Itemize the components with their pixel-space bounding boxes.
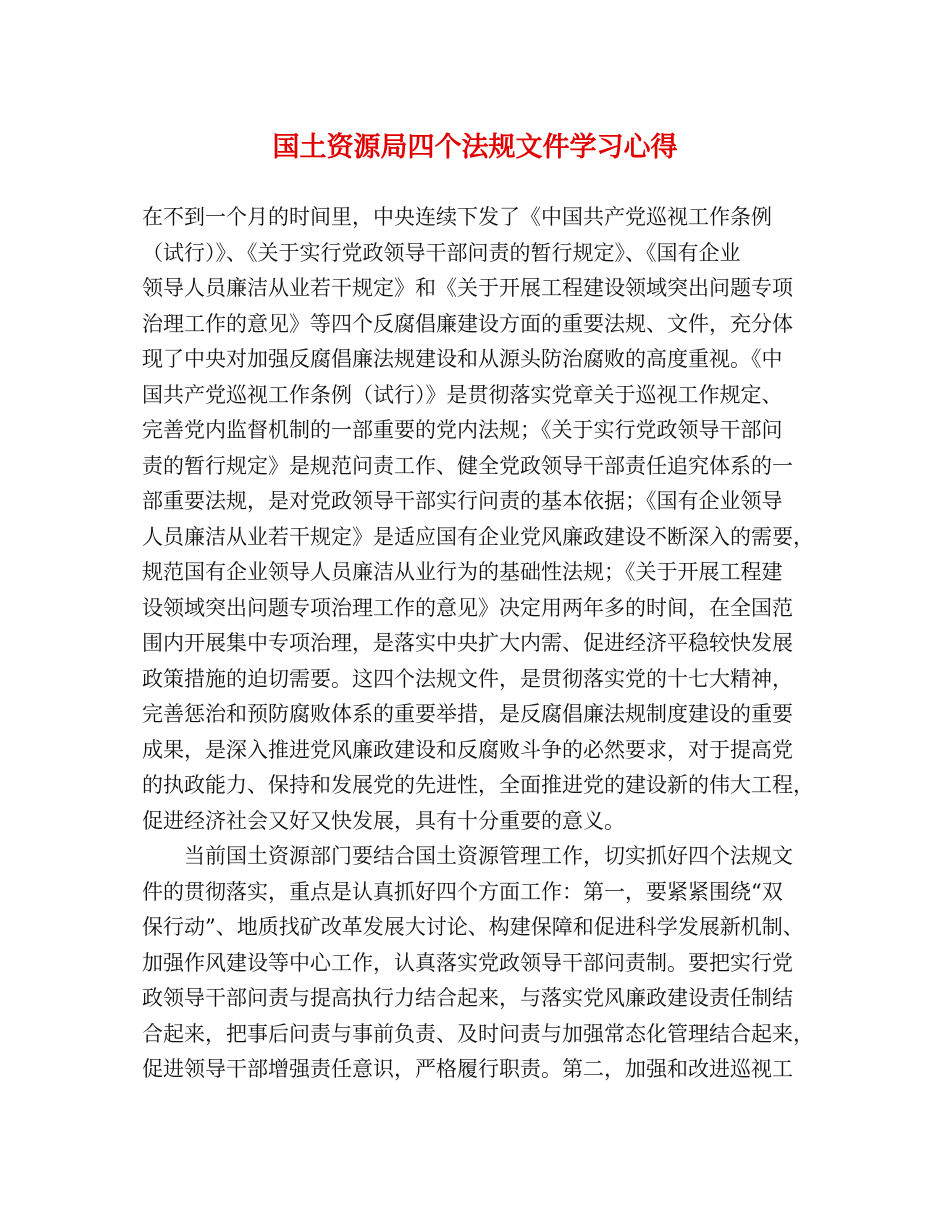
text-line: 治理工作的意见》等四个反腐倡廉建设方面的重要法规、文件，充分体: [142, 311, 793, 336]
text-line: 现了中央对加强反腐倡廉法规建设和从源头防治腐败的高度重视。《中: [142, 347, 783, 371]
text-line: 政策措施的迫切需要。这四个法规文件，是贯彻落实党的十七大精神，: [142, 666, 793, 691]
text-line: 合起来，把事后问责与事前负责、及时问责与加强常态化管理结合起来，: [142, 1021, 814, 1046]
document-title: 国土资源局四个法规文件学习心得: [272, 132, 678, 163]
text-line: 规范国有企业领导人员廉洁从业行为的基础性法规；《关于开展工程建: [142, 560, 783, 584]
text-line: 责的暂行规定》是规范问责工作、健全党政领导干部责任追究体系的一: [142, 453, 793, 478]
document-body: [142, 200, 822, 1088]
text-line: （试行）》、《关于实行党政领导干部问责的暂行规定》、《国有企业: [142, 240, 741, 265]
text-line: 人员廉洁从业若干规定》是适应国有企业党风廉政建设不断深入的需要，: [142, 524, 814, 549]
text-line: 促进领导干部增强责任意识，严格履行职责。第二，加强和改进巡视工: [142, 1057, 793, 1081]
text-line: 设领域突出问题专项治理工作的意见》决定用两年多的时间，在全国范: [142, 595, 793, 620]
text-line: 围内开展集中专项治理，是落实中央扩大内需、促进经济平稳较快发展: [142, 631, 793, 655]
text-line: 部重要法规，是对党政领导干部实行问责的基本依据；《国有企业领导: [142, 489, 783, 513]
text-line: 完善党内监督机制的一部重要的党内法规；《关于实行党政领导干部问: [142, 418, 783, 442]
text-line: 国共产党巡视工作条例（试行）》是贯彻落实党章关于巡视工作规定、: [142, 382, 783, 407]
text-line: 的执政能力、保持和发展党的先进性，全面推进党的建设新的伟大工程，: [142, 773, 814, 797]
text-line: 领导人员廉洁从业若干规定》和《关于开展工程建设领域突出问题专项: [142, 276, 793, 300]
text-line: 成果，是深入推进党风廉政建设和反腐败斗争的必然要求，对于提高党: [142, 737, 793, 762]
text-line: 当前国土资源部门要结合国土资源管理工作，切实抓好四个法规文: [184, 844, 793, 868]
text-line: 在不到一个月的时间里，中央连续下发了《中国共产党巡视工作条例: [142, 205, 772, 229]
text-line: 政领导干部问责与提高执行力结合起来，与落实党风廉政建设责任制结: [142, 986, 793, 1010]
text-line: 保行动”、地质找矿改革发展大讨论、构建保障和促进科学发展新机制、: [142, 915, 804, 939]
text-line: 促进经济社会又好又快发展，具有十分重要的意义。: [142, 808, 625, 833]
text-line: 件的贯彻落实，重点是认真抓好四个方面工作：第一，要紧紧围绕“双: [142, 879, 783, 904]
text-line: 加强作风建设等中心工作，认真落实党政领导干部问责制。要把实行党: [142, 950, 793, 975]
text-line: 完善惩治和预防腐败体系的重要举措，是反腐倡廉法规制度建设的重要: [142, 702, 793, 726]
